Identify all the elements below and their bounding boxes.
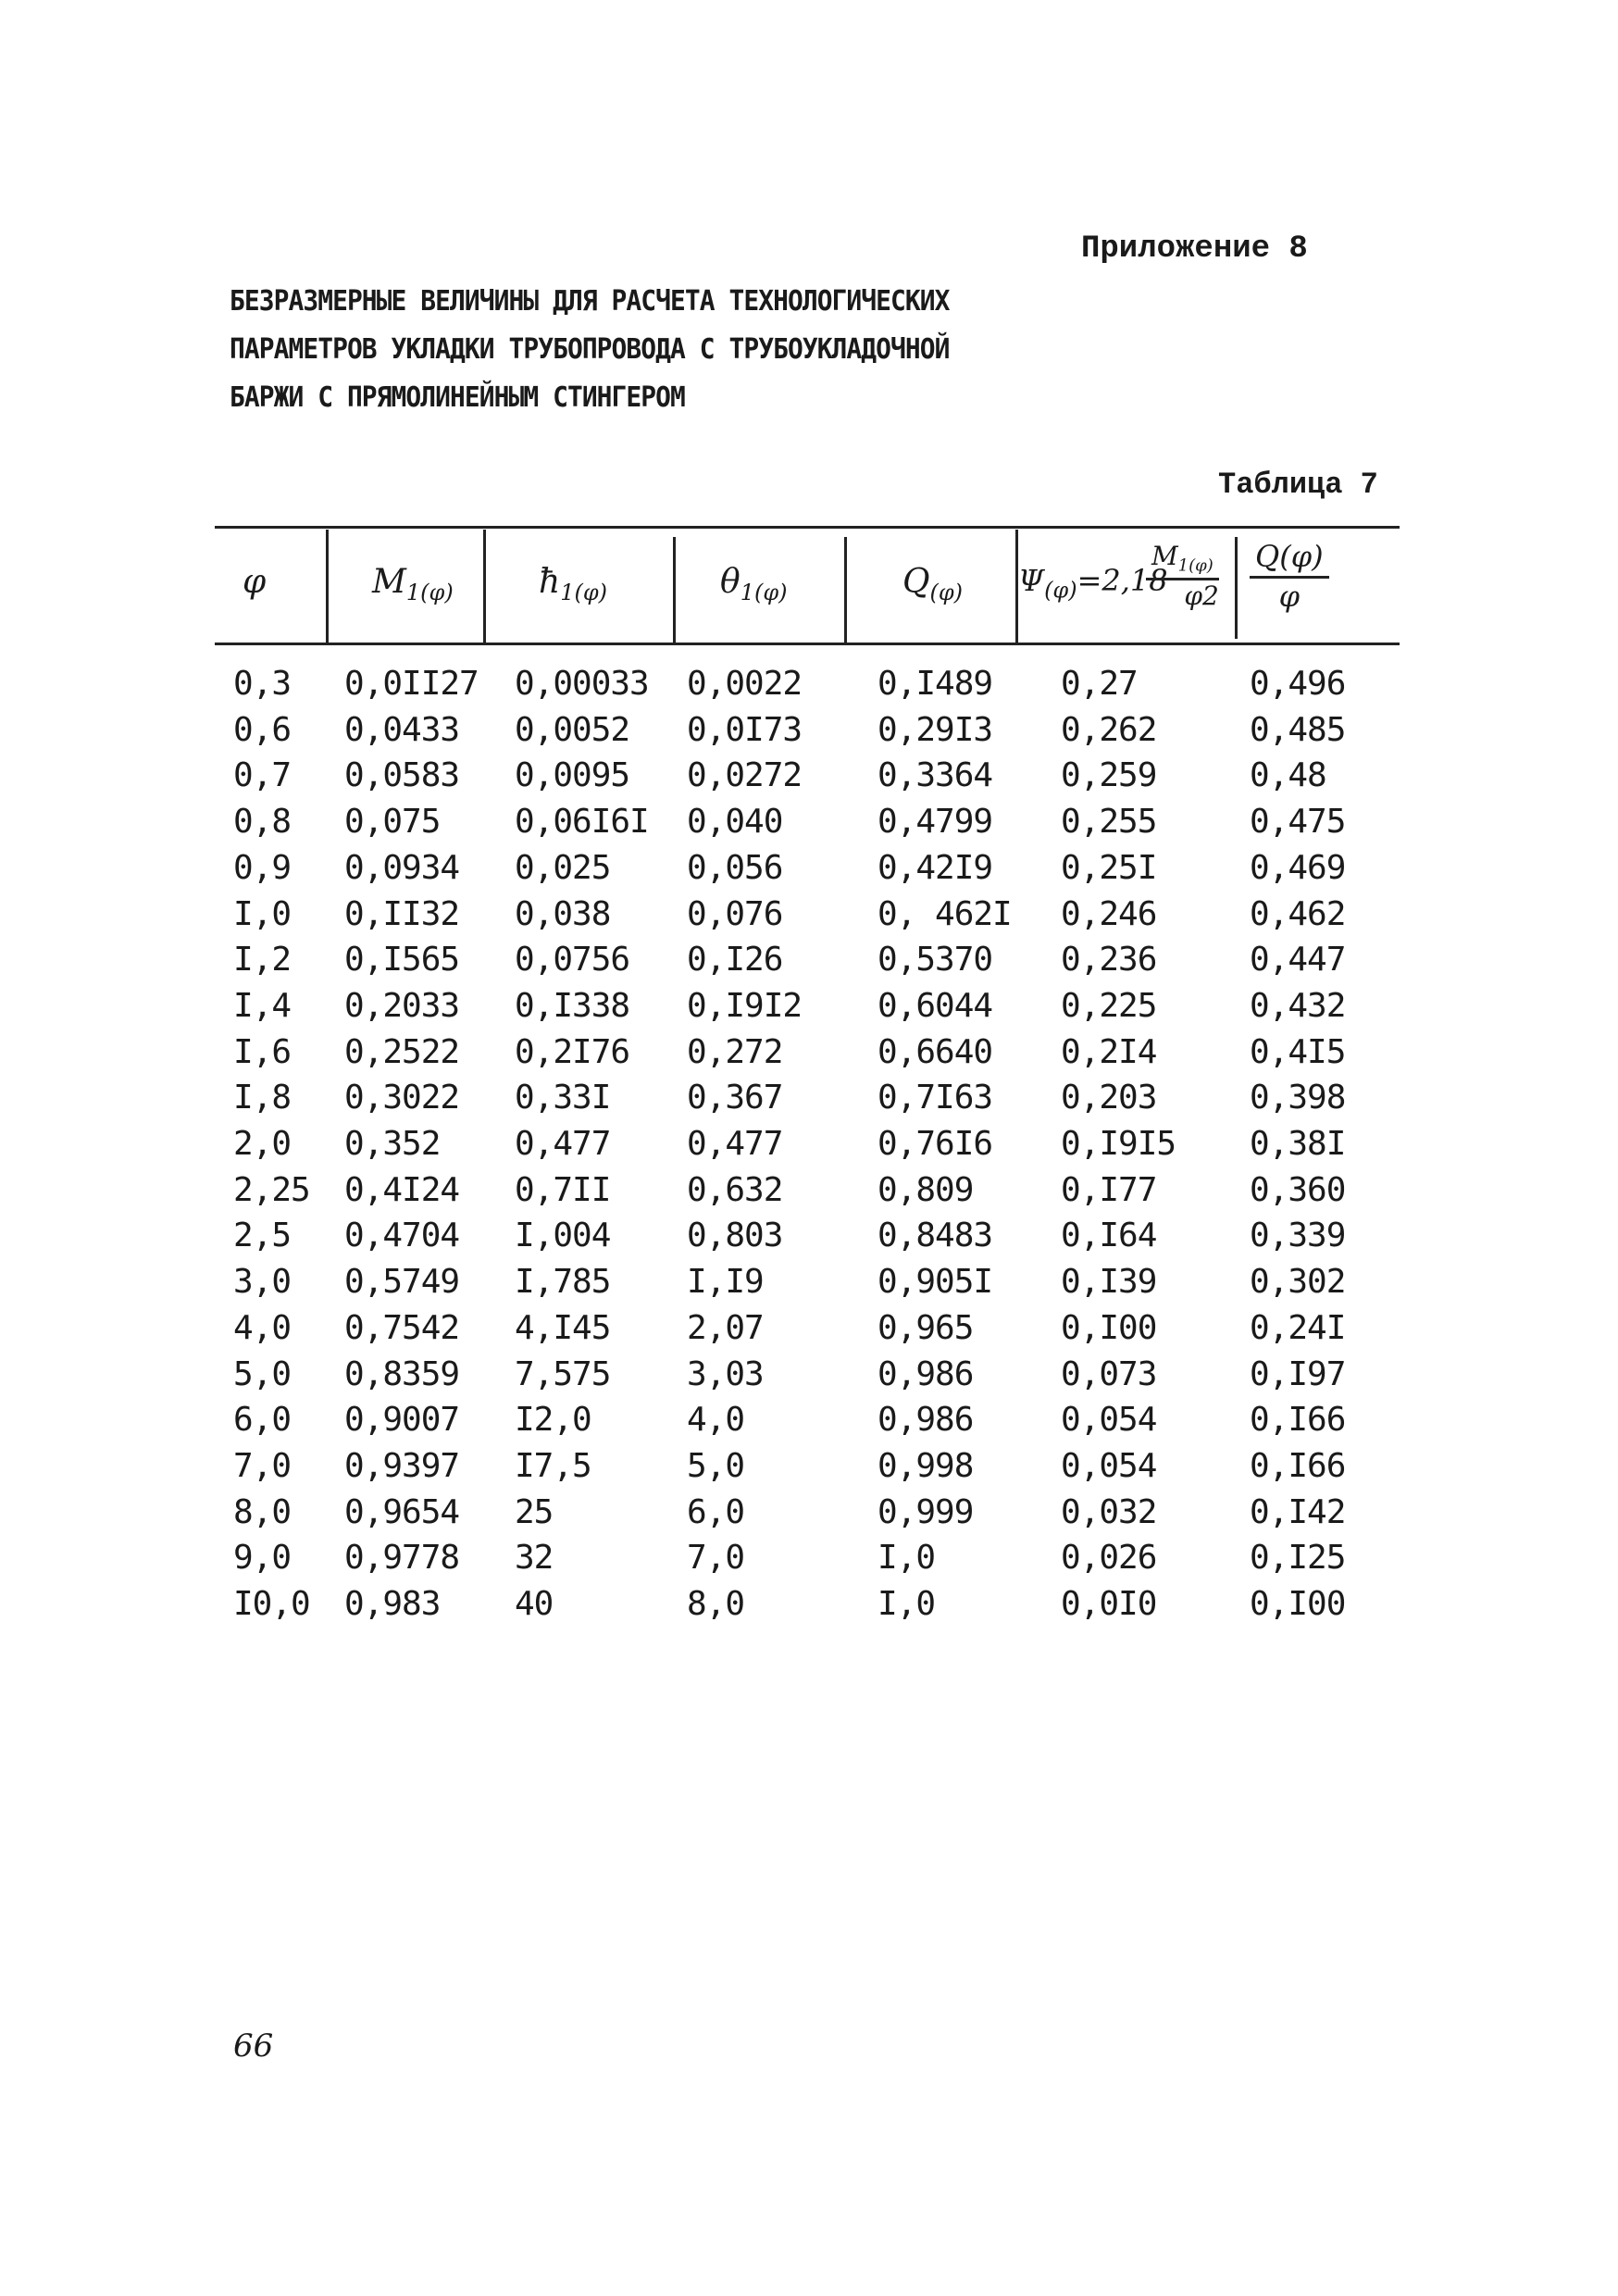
table-cell: 0,00033 [515,665,649,703]
table-cell: 0,8 [233,803,292,842]
table-cell: 0,0934 [344,848,460,887]
title-line: БЕЗРАЗМЕРНЫЕ ВЕЛИЧИНЫ ДЛЯ РАСЧЕТА ТЕХНОЛОГИЧЕСКИХ [230,285,950,318]
table-cell: 0,272 [687,1032,783,1071]
table-cell: I,4 [233,986,292,1025]
table-cell: 0,225 [1061,986,1157,1025]
table-cell: 2,5 [233,1217,292,1255]
table-cell: 0,33I [515,1079,611,1117]
table-cell: 0,477 [515,1125,611,1163]
header-q-over-phi: $\frac{Q(\varphi)}{\varphi}$ [1250,539,1329,614]
table-cell: 4,I45 [515,1308,611,1347]
table-cell: 0,073 [1061,1354,1157,1393]
table-cell: 0,469 [1250,848,1346,887]
table-cell: 0,905I [877,1263,993,1302]
table-cell: 2,25 [233,1170,310,1209]
table-cell: I,0 [233,894,292,933]
table-cell: 9,0 [233,1539,292,1578]
table-cell: 0,038 [515,894,611,933]
header-h1: $ħ_{1(\varphi)}$ [539,563,607,606]
table-cell: 6,0 [233,1401,292,1440]
table-cell: 0,026 [1061,1539,1157,1578]
table-cell: 4,0 [233,1308,292,1347]
table-cell: 0,9397 [344,1446,460,1485]
table-cell: 25 [515,1492,554,1531]
table-cell: 0,986 [877,1354,974,1393]
table-cell: I2,0 [515,1401,591,1440]
table-cell: 0,6044 [877,986,993,1025]
header-divider [1235,537,1238,639]
table-cell: 0,3022 [344,1079,460,1117]
table-cell: I0,0 [233,1585,310,1623]
table-cell: 0,2I4 [1061,1032,1157,1071]
table-cell: 0,075 [344,803,441,842]
table-cell: 0,809 [877,1170,974,1209]
table-cell: 0,3364 [877,756,993,795]
table-cell: 5,0 [233,1354,292,1393]
header-bottom-rule [215,643,1400,645]
table-cell: 0,255 [1061,803,1157,842]
table-cell: 0,462 [1250,894,1346,933]
table-cell: 0,8483 [877,1217,993,1255]
table-cell: 0,475 [1250,803,1346,842]
table-cell: 0,360 [1250,1170,1346,1209]
table-cell: 0,48 [1250,756,1326,795]
table-cell: 0,7II [515,1170,611,1209]
page-number: 66 [233,2028,274,2065]
table-cell: 0,986 [877,1401,974,1440]
table-cell: 0,42I9 [877,848,993,887]
table-cell: I,8 [233,1079,292,1117]
header-theta1: $\theta_{1(\varphi)}$ [720,563,788,606]
table-cell: 0,3 [233,665,292,703]
table-cell: 0,9778 [344,1539,460,1578]
table-cell: 6,0 [687,1492,745,1531]
table-cell: 0,I489 [877,665,993,703]
table-cell: 0,8359 [344,1354,460,1393]
table-cell: 0,398 [1250,1079,1346,1117]
table-cell: 0,054 [1061,1401,1157,1440]
table-cell: 0,432 [1250,986,1346,1025]
title-line: ПАРАМЕТРОВ УКЛАДКИ ТРУБОПРОВОДА С ТРУБОУКЛАДОЧНОЙ [230,333,950,366]
table-cell: 0,496 [1250,665,1346,703]
table-cell: 0,025 [515,848,611,887]
table-cell: 0,I00 [1250,1585,1346,1623]
table-cell: 0,I26 [687,941,783,980]
table-cell: 0,2033 [344,986,460,1025]
table-cell: 4,0 [687,1401,745,1440]
table-cell: 0,5749 [344,1263,460,1302]
table-cell: 0,485 [1250,710,1346,749]
table-cell: 0,38I [1250,1125,1346,1163]
table-cell: 0,29I3 [877,710,993,749]
table-cell: 0,0583 [344,756,460,795]
table-cell: 0,203 [1061,1079,1157,1117]
table-cell: 0,803 [687,1217,783,1255]
table-cell: 0,I25 [1250,1539,1346,1578]
document-title [230,278,1176,422]
table-cell: 0,7 [233,756,292,795]
table-cell: 0,4I5 [1250,1032,1346,1071]
table-cell: 0,7I63 [877,1079,993,1117]
table-cell: 0,I66 [1250,1401,1346,1440]
table-cell: 0,6640 [877,1032,993,1071]
table-cell: 0,I64 [1061,1217,1157,1255]
title-line: БАРЖИ С ПРЯМОЛИНЕЙНЫМ СТИНГЕРОМ [230,381,685,414]
table-cell: 7,0 [233,1446,292,1485]
table-cell: 0,0022 [687,665,803,703]
table-cell: I,2 [233,941,292,980]
table-cell: 40 [515,1585,554,1623]
table-cell: 0,054 [1061,1446,1157,1485]
table-cell: 0,7542 [344,1308,460,1347]
table-cell: 0,2522 [344,1032,460,1071]
table-cell: 2,0 [233,1125,292,1163]
table-cell: 0,9654 [344,1492,460,1531]
table-cell: 0,4I24 [344,1170,460,1209]
table-cell: 0,I39 [1061,1263,1157,1302]
table-cell: I,004 [515,1217,611,1255]
table-cell: 0,032 [1061,1492,1157,1531]
table-cell: 0,983 [344,1585,441,1623]
table-cell: 0,999 [877,1492,974,1531]
table-cell: 0,632 [687,1170,783,1209]
table-cell: 3,03 [687,1354,764,1393]
table-cell: 0,056 [687,848,783,887]
table-cell: 0,302 [1250,1263,1346,1302]
header-q: $Q_{(\varphi)}$ [902,563,964,606]
table-cell: 0,339 [1250,1217,1346,1255]
table-cell: 0,5370 [877,941,993,980]
header-psi: $\Psi_{(\varphi)}=2,18$ [1018,563,1168,604]
header-phi: φ [243,563,267,601]
table-cell: 0,4799 [877,803,993,842]
table-cell: 0,9 [233,848,292,887]
table-cell: 0,0095 [515,756,630,795]
header-divider [483,530,486,643]
table-label: Таблица 7 [1218,468,1378,502]
header-divider [326,530,329,643]
table-cell: 0,I77 [1061,1170,1157,1209]
table-cell: 0,0052 [515,710,630,749]
table-cell: 0,965 [877,1308,974,1347]
header-divider [673,537,676,643]
table-cell: 0,0II27 [344,665,479,703]
table-cell: 0,27 [1061,665,1138,703]
table-cell: 0,I9I5 [1061,1125,1176,1163]
table-top-rule [215,526,1400,529]
table-cell: 0,9007 [344,1401,460,1440]
table-cell: 0,06I6I [515,803,649,842]
table-cell: I,785 [515,1263,611,1302]
table-cell: 0,2I76 [515,1032,630,1071]
header-m-over-phi2: $\frac{M_{1(\varphi)}}{\varphi 2}$ [1146,541,1219,611]
table-cell: 32 [515,1539,554,1578]
table-cell: 0,I42 [1250,1492,1346,1531]
table-cell: 0,246 [1061,894,1157,933]
table-cell: 0,367 [687,1079,783,1117]
table-cell: I7,5 [515,1446,591,1485]
table-cell: 2,07 [687,1308,764,1347]
table-cell: 0,I00 [1061,1308,1157,1347]
table-cell: 0,262 [1061,710,1157,749]
table-cell: 0,0272 [687,756,803,795]
table-cell: 0,040 [687,803,783,842]
table-cell: 0,I97 [1250,1354,1346,1393]
header-m1: $M_{1(\varphi)}$ [372,563,454,606]
table-cell: 0,447 [1250,941,1346,980]
table-cell: 0, 462I [877,894,1012,933]
table-cell: 8,0 [233,1492,292,1531]
table-cell: I,I9 [687,1263,764,1302]
table-cell: I,0 [877,1585,936,1623]
table-cell: 7,0 [687,1539,745,1578]
table-cell: I,0 [877,1539,936,1578]
table-cell: 0,076 [687,894,783,933]
table-cell: 0,I66 [1250,1446,1346,1485]
table-cell: 0,4704 [344,1217,460,1255]
table-cell: 0,II32 [344,894,460,933]
table-cell: 0,I9I2 [687,986,803,1025]
table-cell: 0,352 [344,1125,441,1163]
table-cell: 3,0 [233,1263,292,1302]
table-cell: 0,477 [687,1125,783,1163]
table-cell: 5,0 [687,1446,745,1485]
table-cell: 0,6 [233,710,292,749]
table-cell: 8,0 [687,1585,745,1623]
table-cell: 0,0I73 [687,710,803,749]
table-cell: 0,25I [1061,848,1157,887]
table-cell: 0,259 [1061,756,1157,795]
table-cell: 0,24I [1250,1308,1346,1347]
table-cell: 0,I565 [344,941,460,980]
appendix-label: Приложение 8 [1081,231,1308,267]
table-cell: 7,575 [515,1354,611,1393]
table-cell: 0,236 [1061,941,1157,980]
table-cell: 0,0433 [344,710,460,749]
table-cell: I,6 [233,1032,292,1071]
table-cell: 0,76I6 [877,1125,993,1163]
table-cell: 0,0I0 [1061,1585,1157,1623]
table-cell: 0,998 [877,1446,974,1485]
table-cell: 0,I338 [515,986,630,1025]
header-divider [844,537,847,643]
table-cell: 0,0756 [515,941,630,980]
